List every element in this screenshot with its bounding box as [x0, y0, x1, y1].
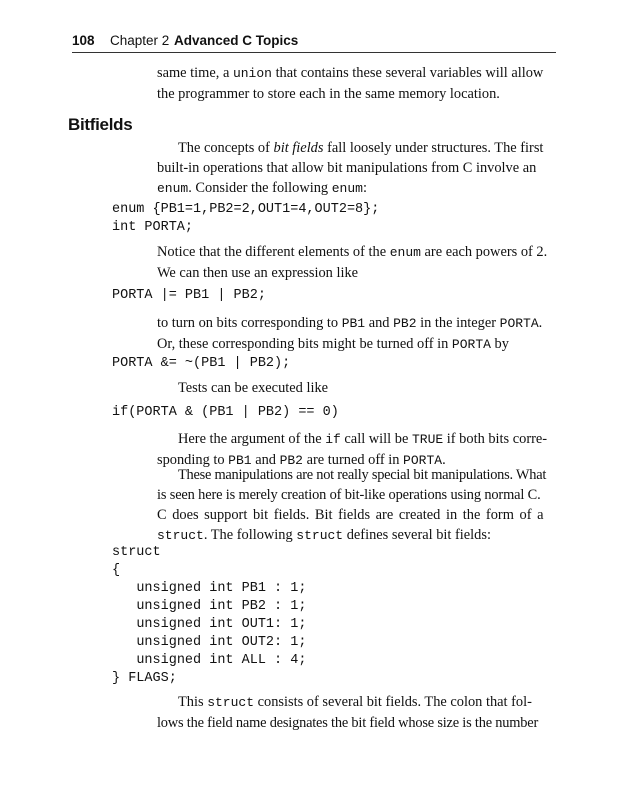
paragraph-bitfields: The concepts of bit fields fall loosely under structures. The first built-in operations that allow bit manipulations from C involve an enum. Consider the following enum:	[157, 140, 544, 196]
inline-code: union	[232, 66, 272, 81]
emphasis-term: bit fields	[273, 140, 324, 156]
running-header	[72, 32, 556, 53]
inline-code: enum	[389, 245, 421, 260]
code-block-struct: struct { unsigned int PB1 : 1; unsigned int PB2 : 1; unsigned int OUT1: 1; unsigned int OUT2: 1; unsigned int ALL : 4; } FLAGS;	[112, 545, 307, 686]
chapter-title: Advanced C Topics	[174, 33, 299, 48]
code-line-or: PORTA |= PB1 | PB2;	[112, 288, 266, 303]
inline-code: enum	[157, 181, 189, 196]
code-line-if: if(PORTA & (PB1 | PB2) == 0)	[112, 405, 339, 420]
page-number: 108	[72, 33, 95, 48]
paragraph-final: This struct consists of several bit fields. The colon that fol- lows the field name designates the bit field whose size is the number	[157, 694, 539, 731]
inline-code: struct	[207, 695, 255, 710]
inline-code: enum	[331, 181, 363, 196]
paragraph-tests: Tests can be executed like	[178, 380, 329, 396]
paragraph-manipulations: These manipulations are not really special bit manipulations. What is seen here is merely creation of bit-like operations using normal C. C does support bit fields. Bit fields are created in the form of a struct. The following struct defines several bit fields:	[157, 467, 547, 543]
chapter-label: Chapter 2	[110, 33, 170, 48]
paragraph-notice: Notice that the different elements of the enum are each powers of 2. We can then use an expression like	[157, 244, 548, 281]
paragraph-intro: same time, a union that contains these several variables will allow the programmer to store each in the same memory location.	[157, 65, 544, 102]
paragraph-argument: Here the argument of the if call will be TRUE if both bits corre- sponding to PB1 and PB2 are turned off in PORTA.	[157, 431, 548, 468]
code-block-enum: enum {PB1=1,PB2=2,OUT1=4,OUT2=8}; int PORTA;	[112, 202, 380, 235]
section-heading: Bitfields	[68, 115, 133, 134]
code-line-and: PORTA &= ~(PB1 | PB2);	[112, 356, 291, 371]
paragraph-turn-on: to turn on bits corresponding to PB1 and PB2 in the integer PORTA. Or, these corresponding bits might be turned off in PORTA by	[157, 315, 543, 352]
